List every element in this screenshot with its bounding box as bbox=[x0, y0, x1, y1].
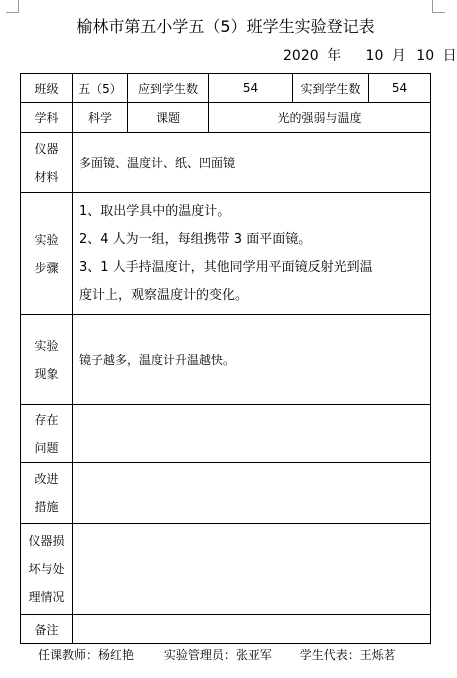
date-month-unit: 月 bbox=[391, 48, 406, 64]
form-date bbox=[283, 45, 457, 65]
row-damage bbox=[21, 524, 431, 615]
steps-label bbox=[21, 193, 73, 315]
step-line: 2、4 人为一组，每组携带 3 面平面镜。 bbox=[79, 231, 312, 247]
materials-label-line2: 材料 bbox=[34, 169, 59, 184]
problems-label-line1: 存在 bbox=[34, 412, 59, 427]
problems-label bbox=[21, 405, 73, 463]
damage-label bbox=[21, 524, 73, 615]
actual-students-value: 54 bbox=[369, 74, 431, 103]
improvement-content bbox=[73, 463, 431, 524]
topic-label: 课题 bbox=[128, 103, 209, 133]
date-year-unit: 年 bbox=[327, 48, 342, 64]
problems-label-line2: 问题 bbox=[34, 440, 59, 455]
topic-value: 光的强弱与温度 bbox=[209, 103, 431, 133]
actual-students-label: 实到学生数 bbox=[293, 74, 369, 103]
row-problems bbox=[21, 405, 431, 463]
date-year: 2020 bbox=[283, 48, 319, 64]
row-improvement bbox=[21, 463, 431, 524]
page-corner-mark-left bbox=[6, 0, 19, 13]
subject-label: 学科 bbox=[21, 103, 73, 133]
date-month: 10 bbox=[365, 48, 384, 64]
improvement-label-line2: 措施 bbox=[34, 500, 59, 514]
materials-content: 多面镜、温度计、纸、凹面镜 bbox=[73, 133, 431, 193]
class-value: 五（5） bbox=[73, 74, 128, 103]
damage-content bbox=[73, 524, 431, 615]
page-corner-mark-right bbox=[432, 0, 445, 13]
row-notes bbox=[21, 615, 431, 644]
damage-label-line3: 理情况 bbox=[28, 590, 65, 604]
damage-label-line2: 坏与处 bbox=[28, 562, 65, 576]
phenomenon-label-line1: 实验 bbox=[34, 338, 59, 353]
form-title: 榆林市第五小学五（5）班学生实验登记表 bbox=[76, 17, 375, 36]
expected-students-label: 应到学生数 bbox=[128, 74, 209, 103]
steps-content bbox=[73, 193, 431, 315]
damage-label-line1: 仪器损 bbox=[28, 534, 65, 548]
problems-content bbox=[73, 405, 431, 463]
row-steps bbox=[21, 193, 431, 315]
steps-label-line1: 实验 bbox=[34, 232, 59, 247]
row-materials bbox=[21, 133, 431, 193]
notes-content bbox=[73, 615, 431, 644]
step-line: 度计上，观察温度计的变化。 bbox=[79, 287, 249, 303]
phenomenon-label-line2: 现象 bbox=[34, 366, 59, 381]
step-line: 1、取出学具中的温度计。 bbox=[79, 203, 231, 219]
improvement-label-line1: 改进 bbox=[34, 472, 59, 486]
date-day: 10 bbox=[416, 48, 435, 64]
registration-table bbox=[20, 73, 431, 644]
date-day-unit: 日 bbox=[442, 48, 457, 64]
materials-label-line1: 仪器 bbox=[34, 141, 59, 156]
subject-value: 科学 bbox=[73, 103, 128, 133]
row-phenomenon bbox=[21, 315, 431, 405]
phenomenon-content: 镜子越多，温度计升温越快。 bbox=[73, 315, 431, 405]
steps-label-line2: 步骤 bbox=[34, 260, 59, 275]
step-line: 3、1 人手持温度计，其他同学用平面镜反射光到温 bbox=[79, 259, 373, 275]
improvement-label bbox=[21, 463, 73, 524]
teacher-signature: 任课教师：杨红艳 bbox=[38, 648, 135, 662]
notes-label: 备注 bbox=[21, 615, 73, 644]
row-class bbox=[21, 74, 431, 103]
student-signature: 学生代表：王烁茗 bbox=[299, 648, 396, 662]
expected-students-value: 54 bbox=[209, 74, 293, 103]
phenomenon-label bbox=[21, 315, 73, 405]
manager-signature: 实验管理员：张亚军 bbox=[163, 648, 272, 662]
row-subject bbox=[21, 103, 431, 133]
signature-line bbox=[38, 646, 396, 663]
class-label: 班级 bbox=[21, 74, 73, 103]
materials-label bbox=[21, 133, 73, 193]
